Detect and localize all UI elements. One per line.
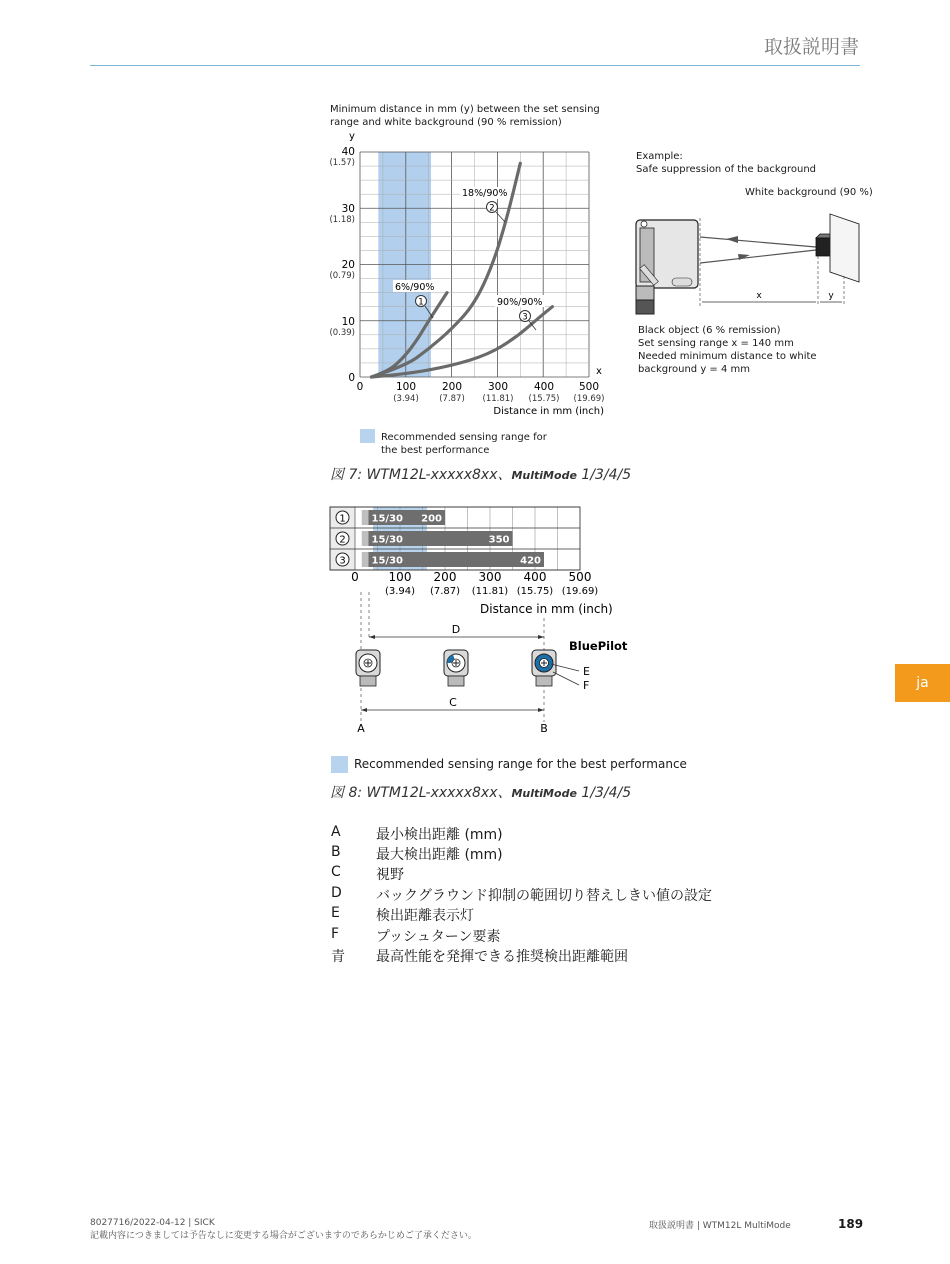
arrow-head-icon — [538, 635, 544, 639]
bar-end-label: 420 — [520, 555, 541, 567]
legend-swatch — [360, 429, 375, 443]
dimension-y-label: y — [828, 291, 834, 301]
item-text: プッシュターン要素 — [376, 929, 501, 945]
bar-end-label: 200 — [421, 513, 442, 525]
caption-bold: MultiMode — [511, 787, 577, 800]
example-diagram — [630, 198, 862, 318]
note-line: Black object (6 % remission) — [638, 325, 781, 336]
x-tick-label: 500 — [578, 381, 600, 393]
item-key: 青 — [331, 949, 345, 965]
item-text: 検出距離表示灯 — [376, 908, 474, 924]
x-tick-sublabel: (3.94) — [384, 586, 416, 597]
bar-start-label: 15/30 — [371, 534, 403, 546]
sensor-icon — [636, 220, 698, 314]
beam-line — [700, 237, 816, 247]
knob-mid-icon — [444, 650, 468, 686]
x-tick-label: 100 — [388, 570, 412, 584]
x-tick-label: 300 — [487, 381, 509, 393]
header-rule — [90, 65, 860, 66]
item-key: D — [331, 885, 342, 901]
example-text — [636, 150, 816, 176]
footer-disclaimer: 記載内容につきましては予告なしに変更する場合がございますのであらかじめご了承ください。 — [90, 1231, 477, 1241]
x-tick-sublabel: (3.94) — [393, 394, 419, 404]
language-tab[interactable]: ja — [895, 664, 950, 702]
y-tick-sublabel: (0.39) — [329, 328, 355, 338]
example-notes — [638, 324, 817, 376]
x-tick-sublabel: (19.69) — [573, 394, 605, 404]
item-text: 最高性能を発揮できる推奨検出距離範囲 — [376, 949, 628, 965]
arrow-head-icon — [538, 708, 544, 712]
curve-marker-2-num: 2 — [489, 203, 495, 214]
legend-text: Recommended sensing range for the best performance — [354, 757, 687, 771]
y-tick-label: 40 — [341, 146, 355, 158]
caption-bold: MultiMode — [511, 469, 577, 482]
figure7-caption — [330, 464, 631, 484]
bar-end-label: 350 — [488, 534, 510, 546]
x-tick-label: 0 — [351, 570, 359, 584]
footer-right-text: 取扱説明書 | WTM12L MultiMode — [649, 1221, 791, 1231]
curve-marker-3-num: 3 — [522, 312, 528, 323]
item-key: E — [331, 905, 340, 921]
label-a: A — [357, 722, 365, 735]
curve-label-2: 18%/90% — [462, 188, 508, 199]
example-line2: Safe suppression of the background — [636, 164, 816, 175]
figure8-caption — [330, 782, 631, 802]
x-tick-sublabel: (15.75) — [528, 394, 560, 404]
y-tick-sublabel: (1.57) — [329, 158, 355, 168]
x-tick-sublabel: (11.81) — [482, 394, 514, 404]
white-background-label: White background (90 %) — [745, 187, 873, 198]
page-header-title: 取扱説明書 — [763, 36, 859, 58]
legend-swatch — [331, 756, 348, 773]
item-text: 最大検出距離 (mm) — [376, 847, 503, 863]
white-background-panel — [830, 214, 859, 282]
range-bar-diagram — [325, 500, 645, 745]
x-tick-sublabel: (15.75) — [516, 586, 554, 597]
item-key: C — [331, 864, 341, 880]
x-tick-sublabel: (19.69) — [561, 586, 599, 597]
caption-suffix: 1/3/4/5 — [576, 785, 632, 801]
key-list — [331, 824, 751, 974]
caption-suffix: 1/3/4/5 — [576, 467, 632, 483]
chart-title-line1: Minimum distance in mm (y) between the set sensing — [330, 104, 600, 115]
item-text: 最小検出距離 (mm) — [376, 827, 503, 843]
page-number: 189 — [838, 1217, 864, 1231]
y-tick-label: 0 — [348, 372, 355, 384]
knob-min-icon — [356, 650, 380, 686]
bar-area — [330, 507, 580, 570]
item-text: 視野 — [376, 867, 404, 883]
y-tick-label: 30 — [341, 203, 355, 215]
bar-start-label: 15/30 — [371, 513, 403, 525]
caption-prefix: 図 8: WTM12L-xxxxx8xx、 — [330, 785, 512, 801]
caption-prefix: 図 7: WTM12L-xxxxx8xx、 — [330, 467, 512, 483]
curve-label-3: 90%/90% — [497, 297, 543, 308]
distance-chart — [320, 125, 620, 425]
legend-text — [381, 431, 547, 457]
curve-label-1: 6%/90% — [395, 282, 435, 293]
bar-start-label: 15/30 — [371, 555, 403, 567]
leader-line — [553, 672, 579, 685]
label-f: F — [583, 679, 590, 692]
x-tick-label: 200 — [433, 570, 457, 584]
x-tick-label: 400 — [523, 570, 547, 584]
x-tick-label: 200 — [441, 381, 463, 393]
bar-start — [362, 531, 369, 546]
note-line: background y = 4 mm — [638, 364, 751, 375]
row-number: 1 — [339, 513, 346, 525]
x-tick-label: 300 — [478, 570, 502, 584]
x-tick-label: 400 — [533, 381, 555, 393]
y-tick-label: 20 — [341, 259, 355, 271]
y-tick-label: 10 — [341, 316, 355, 328]
x-tick-sublabel: (11.81) — [471, 586, 509, 597]
arrow-head-icon — [361, 708, 367, 712]
bluepilot-label: BluePilot — [569, 639, 628, 653]
bar-start — [362, 552, 369, 567]
label-e: E — [583, 665, 590, 678]
y-tick-sublabel: (0.79) — [329, 271, 355, 281]
footer-docno: 8027716/2022-04-12 | SICK — [90, 1218, 215, 1228]
row-number: 2 — [339, 534, 346, 546]
chart-title-line2: range and white background (90 % remission) — [330, 117, 562, 128]
x-tick-sublabel: (7.87) — [429, 586, 461, 597]
item-text: バックグラウンド抑制の範囲切り替えしきい値の設定 — [376, 888, 712, 904]
label-d: D — [451, 623, 461, 636]
label-b: B — [540, 722, 548, 735]
label-c: C — [449, 696, 457, 709]
x-axis-title: Distance in mm (inch) — [493, 406, 604, 417]
x-tick-sublabel: (7.87) — [439, 394, 465, 404]
note-line: Set sensing range x = 140 mm — [638, 338, 794, 349]
note-line: Needed minimum distance to white — [638, 351, 817, 362]
x-tick-label: 0 — [356, 381, 364, 393]
x-tick-label: 100 — [395, 381, 417, 393]
curve-marker-1-num: 1 — [418, 297, 424, 308]
dimension-x-label: x — [756, 291, 762, 301]
arrow-head-icon — [726, 236, 738, 243]
beam-line — [700, 250, 816, 263]
bar-start — [362, 510, 369, 525]
y-axis-letter: y — [349, 131, 355, 142]
item-key: F — [331, 926, 340, 942]
x-axis-letter: x — [596, 366, 602, 377]
knob-max-icon — [532, 650, 556, 686]
item-key: B — [331, 844, 341, 860]
item-key: A — [331, 824, 341, 840]
legend-line2: the best performance — [381, 445, 490, 456]
row-number: 3 — [339, 555, 346, 567]
x-tick-label: 500 — [568, 570, 592, 584]
y-tick-sublabel: (1.18) — [329, 215, 355, 225]
footer-left — [90, 1218, 477, 1241]
example-line1: Example: — [636, 151, 683, 162]
arrow-head-icon — [369, 635, 375, 639]
x-axis-title: Distance in mm (inch) — [480, 602, 613, 616]
legend-line1: Recommended sensing range for — [381, 432, 547, 443]
